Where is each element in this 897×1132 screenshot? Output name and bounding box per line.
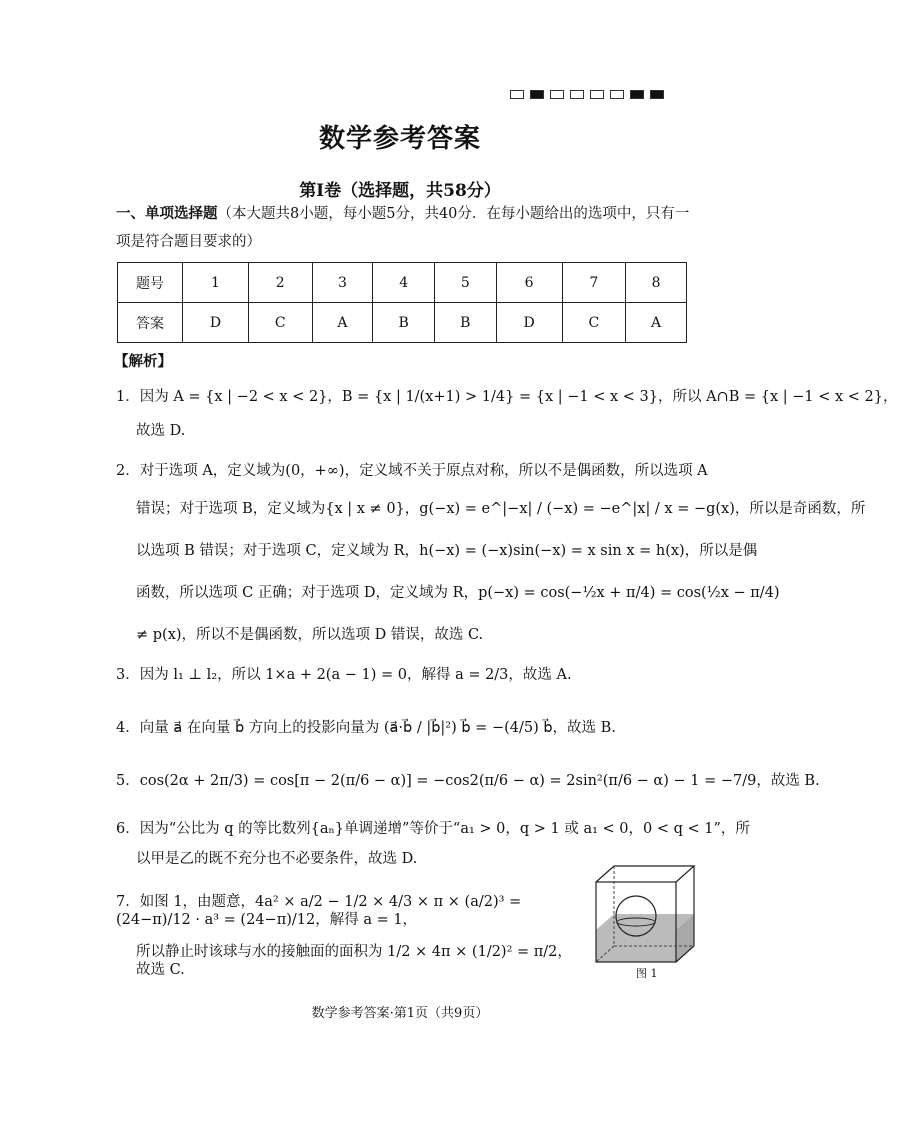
- solution-6-line-1: 6．因为“公比为 q 的等比数列{aₙ}单调递增”等价于“a₁ > 0，q > 1 或 a₁ < 0，0 < q < 1”，所: [116, 821, 750, 837]
- solution-2-line-5: ≠ p(x)，所以不是偶函数，所以选项 D 错误，故选 C.: [136, 627, 484, 643]
- question-number-cell: 6: [496, 263, 562, 303]
- answer-cell: A: [312, 303, 373, 343]
- solution-7-line-2: 所以静止时该球与水的接触面的面积为 1/2 × 4π × (1/2)² = π/2，故选 C.: [136, 944, 572, 979]
- page-code-mark: [530, 90, 544, 99]
- page-code-mark: [650, 90, 664, 99]
- page-code-mark: [550, 90, 564, 99]
- page-title: 数学参考答案: [318, 124, 481, 154]
- answer-cell: B: [434, 303, 496, 343]
- solution-1: [116, 388, 897, 440]
- question-number-cell: 2: [248, 263, 312, 303]
- answer-table-number-row: [118, 263, 687, 303]
- page-code-mark: [630, 90, 644, 99]
- solution-1-line-1: 1．因为 A = {x | −2 < x < 2}，B = {x | 1/(x+1) > 1/4} = {x | −1 < x < 3}，所以 A∩B = {x | −1 < x < 2}，: [116, 389, 897, 405]
- section1-intro: [116, 206, 689, 223]
- solution-2: [116, 462, 866, 644]
- answer-table: [117, 262, 687, 343]
- section1-heading: 一、单项选择题: [116, 206, 218, 222]
- solution-4-line-1: 4．向量 a⃗ 在向量 b⃗ 方向上的投影向量为 (a⃗·b⃗ / |b⃗|²) b⃗ = −(4/5) b⃗，故选 B.: [116, 720, 616, 736]
- solution-6-line-2: 以甲是乙的既不充分也不必要条件，故选 D.: [136, 851, 418, 867]
- answer-cell: B: [373, 303, 435, 343]
- figure-caption: 图 1: [636, 967, 658, 980]
- question-number-cell: 8: [626, 263, 687, 303]
- answer-cell: C: [248, 303, 312, 343]
- figure-cube-sphere: [590, 860, 700, 980]
- solution-5: [116, 772, 820, 790]
- solution-7: [116, 893, 586, 979]
- solution-7-line-1: 7．如图 1，由题意，4a² × a/2 − 1/2 × 4/3 × π × (a/2)³ = (24−π)/12 · a³ = (24−π)/12，解得 a = 1，: [116, 894, 522, 929]
- answer-cell: D: [496, 303, 562, 343]
- page-code-mark: [610, 90, 624, 99]
- solution-2-line-3: 以选项 B 错误；对于选项 C，定义域为 R，h(−x) = (−x)sin(−x) = x sin x = h(x)，所以是偶: [136, 543, 758, 559]
- question-number-cell: 5: [434, 263, 496, 303]
- row-label-answer: 答案: [118, 303, 183, 343]
- question-number-cell: 7: [562, 263, 626, 303]
- page-footer: 数学参考答案·第1页（共9页）: [311, 1006, 489, 1021]
- row-label-number: 题号: [118, 263, 183, 303]
- cube-top-edges: [596, 866, 694, 882]
- answer-cell: D: [183, 303, 249, 343]
- volume-title: 第Ⅰ卷（选择题，共58分）: [299, 181, 501, 201]
- section1-desc-line1: （本大题共8小题，每小题5分，共40分．在每小题给出的选项中，只有一: [217, 206, 690, 222]
- page-code-mark: [510, 90, 524, 99]
- solution-3-line-1: 3．因为 l₁ ⊥ l₂，所以 1×a + 2(a − 1) = 0，解得 a = 2/3，故选 A.: [116, 667, 572, 683]
- solution-2-line-2: 错误；对于选项 B，定义域为{x | x ≠ 0}，g(−x) = e^|−x| / (−x) = −e^|x| / x = −g(x)，所以是奇函数，所: [136, 501, 866, 517]
- solution-1-line-2: 故选 D.: [136, 423, 186, 439]
- solution-2-line-4: 函数，所以选项 C 正确；对于选项 D，定义域为 R，p(−x) = cos(−½x + π/4) = cos(½x − π/4): [136, 585, 780, 601]
- answer-cell: A: [626, 303, 687, 343]
- solution-3: [116, 666, 696, 684]
- solution-5-line-1: 5．cos(2α + 2π/3) = cos[π − 2(π/6 − α)] = −cos2(π/6 − α) = 2sin²(π/6 − α) − 1 = −7/9，故选 B.: [116, 773, 820, 789]
- analysis-label: 【解析】: [114, 354, 172, 370]
- answer-table-answer-row: [118, 303, 687, 343]
- page-code-mark: [570, 90, 584, 99]
- solution-4: [116, 719, 696, 737]
- question-number-cell: 1: [183, 263, 249, 303]
- page-code-mark: [590, 90, 604, 99]
- page-code-marks: [510, 90, 664, 99]
- solution-2-line-1: 2．对于选项 A，定义域为(0，+∞)，定义域不关于原点对称，所以不是偶函数，所以选项 A: [116, 463, 708, 479]
- question-number-cell: 4: [373, 263, 435, 303]
- section1-desc-line2: 项是符合题目要求的）: [116, 234, 261, 250]
- answer-cell: C: [562, 303, 626, 343]
- question-number-cell: 3: [312, 263, 373, 303]
